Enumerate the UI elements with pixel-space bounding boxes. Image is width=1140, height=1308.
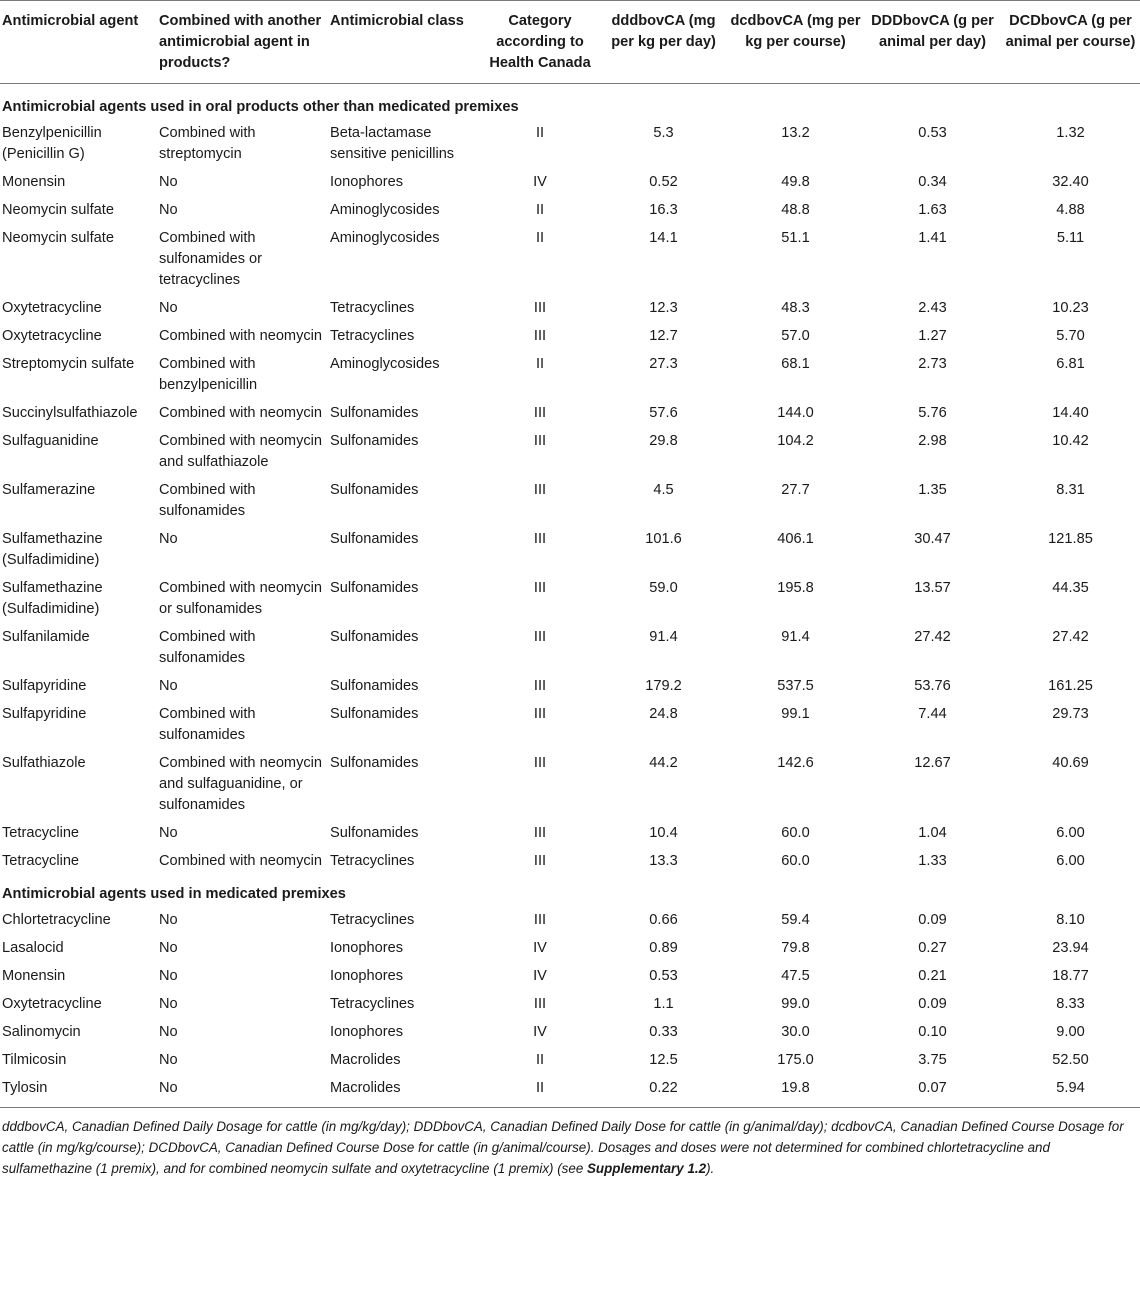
cell-DCDbovCA: 121.85 <box>1048 531 1093 547</box>
cell-DDDbovCA: 12.67 <box>914 755 951 771</box>
cell-class: Sulfonamides <box>330 531 419 547</box>
cell-combined: No <box>159 940 178 956</box>
cell-dddbovca: 5.3 <box>653 125 674 141</box>
cell-category: III <box>533 996 547 1012</box>
cell-class: Tetracyclines <box>330 328 415 344</box>
cell-dcdbovca: 537.5 <box>777 678 814 694</box>
cell-dddbovca: 29.8 <box>649 433 678 449</box>
cell-DDDbovCA: 1.63 <box>918 202 947 218</box>
cell-dddbovca: 24.8 <box>649 706 678 722</box>
table-row <box>0 401 1140 429</box>
cell-class: Sulfonamides <box>330 405 419 421</box>
cell-DDDbovCA: 1.04 <box>918 825 947 841</box>
cell-dcdbovca: 144.0 <box>777 405 814 421</box>
cell-agent: Sulfapyridine <box>2 678 87 694</box>
cell-dcdbovca: 79.8 <box>781 940 810 956</box>
cell-class: Ionophores <box>330 174 404 190</box>
cell-class: Aminoglycosides <box>330 356 440 372</box>
cell-DDDbovCA: 0.09 <box>918 996 947 1012</box>
table-row <box>0 849 1140 877</box>
cell-class: Tetracyclines <box>330 912 415 928</box>
table-row <box>0 121 1140 170</box>
cell-dcdbovca: 48.3 <box>781 300 810 316</box>
cell-agent: Streptomycin sulfate <box>2 356 135 372</box>
cell-category: IV <box>533 174 547 190</box>
cell-class: Sulfonamides <box>330 825 419 841</box>
cell-DCDbovCA: 8.31 <box>1056 482 1085 498</box>
cell-category: II <box>480 1076 600 1108</box>
cell-combined: Combined with neomycin and sulfathiazole <box>159 433 323 470</box>
table-row <box>0 751 1140 821</box>
cell-DCDbovCA: 6.00 <box>1056 853 1085 869</box>
cell-agent: Monensin <box>2 174 66 190</box>
cell-DDDbovCA: 3.75 <box>918 1052 947 1068</box>
table-row <box>0 324 1140 352</box>
cell-dddbovca: 0.66 <box>649 912 678 928</box>
cell-category: III <box>533 706 547 722</box>
table-row <box>0 821 1140 849</box>
cell-combined: Combined with neomycin or sulfonamides <box>159 580 323 617</box>
cell-agent: Neomycin sulfate <box>2 202 114 218</box>
cell-category: III <box>533 482 547 498</box>
cell-agent: Oxytetracycline <box>2 328 102 344</box>
cell-combined: No <box>159 300 178 316</box>
cell-category: II <box>535 1052 545 1068</box>
cell-class: Aminoglycosides <box>330 202 440 218</box>
cell-agent: Tetracycline <box>2 825 80 841</box>
cell-category: II <box>535 125 545 141</box>
cell-dcdbovca: 68.1 <box>781 356 810 372</box>
cell-combined: No <box>159 996 178 1012</box>
table-row <box>0 936 1140 964</box>
cell-DDDbovCA: 30.47 <box>914 531 951 547</box>
cell-category: IV <box>533 940 547 956</box>
cell-combined: No <box>157 1076 328 1108</box>
cell-combined: Combined with sulfonamides <box>159 629 256 666</box>
cell-class: Sulfonamides <box>330 706 419 722</box>
cell-agent: Salinomycin <box>2 1024 81 1040</box>
cell-dddbovca: 14.1 <box>649 230 678 246</box>
header-category: Category according to Health Canada <box>480 1 600 84</box>
cell-class: Sulfonamides <box>330 678 419 694</box>
cell-combined: No <box>159 825 178 841</box>
cell-dddbovca: 13.3 <box>649 853 678 869</box>
cell-class: Ionophores <box>330 968 404 984</box>
cell-combined: No <box>159 912 178 928</box>
cell-category: III <box>533 678 547 694</box>
cell-DDDbovCA: 1.35 <box>918 482 947 498</box>
cell-DCDbovCA: 44.35 <box>1052 580 1089 596</box>
cell-dcdbovca: 60.0 <box>781 825 810 841</box>
header-dcdbovca: dcdbovCA (mg per kg per course) <box>727 1 864 84</box>
cell-dddbovca: 12.5 <box>649 1052 678 1068</box>
section-row <box>0 877 1140 908</box>
table-row <box>0 296 1140 324</box>
table-footnote <box>0 1108 1140 1179</box>
footnote-tail: ). <box>706 1161 715 1176</box>
cell-class: Sulfonamides <box>330 755 419 771</box>
table-row <box>0 226 1140 296</box>
cell-agent: Oxytetracycline <box>2 996 102 1012</box>
cell-dcdbovca: 91.4 <box>781 629 810 645</box>
cell-DCDbovCA: 5.70 <box>1056 328 1085 344</box>
cell-DDDbovCA: 13.57 <box>914 580 951 596</box>
cell-DDDbovCA: 1.41 <box>918 230 947 246</box>
cell-category: III <box>533 405 547 421</box>
cell-class: Ionophores <box>330 1024 404 1040</box>
table-row <box>0 1076 1140 1108</box>
cell-combined: Combined with sulfonamides <box>159 706 256 743</box>
cell-dddbovca: 101.6 <box>645 531 682 547</box>
cell-DCDbovCA: 10.23 <box>1052 300 1089 316</box>
cell-dcdbovca: 57.0 <box>781 328 810 344</box>
cell-DCDbovCA: 161.25 <box>1048 678 1093 694</box>
cell-DDDbovCA: 0.21 <box>918 968 947 984</box>
cell-category: II <box>535 356 545 372</box>
cell-DDDbovCA: 0.34 <box>918 174 947 190</box>
cell-DCDbovCA: 40.69 <box>1052 755 1089 771</box>
table-row <box>0 576 1140 625</box>
cell-DCDbovCA: 4.88 <box>1056 202 1085 218</box>
cell-combined: No <box>159 202 178 218</box>
cell-dddbovca: 0.22 <box>600 1076 727 1108</box>
cell-dddbovca: 0.52 <box>649 174 678 190</box>
cell-category: III <box>533 300 547 316</box>
cell-class: Tetracyclines <box>330 300 415 316</box>
section-row <box>0 84 1140 122</box>
cell-class: Sulfonamides <box>330 482 419 498</box>
cell-DDDbovCA: 0.10 <box>918 1024 947 1040</box>
cell-dddbovca: 44.2 <box>649 755 678 771</box>
cell-DDDbovCA: 7.44 <box>918 706 947 722</box>
cell-dddbovca: 0.33 <box>649 1024 678 1040</box>
cell-DDDbovCA: 0.27 <box>918 940 947 956</box>
cell-category: III <box>533 328 547 344</box>
cell-dddbovca: 4.5 <box>653 482 674 498</box>
cell-category: IV <box>533 1024 547 1040</box>
table-row <box>0 908 1140 936</box>
cell-combined: Combined with neomycin <box>159 328 323 344</box>
cell-dddbovca: 0.89 <box>649 940 678 956</box>
cell-DCDbovCA: 18.77 <box>1052 968 1089 984</box>
table-row <box>0 352 1140 401</box>
cell-class: Sulfonamides <box>330 580 419 596</box>
cell-DDDbovCA: 1.27 <box>918 328 947 344</box>
cell-DCDbovCA: 23.94 <box>1052 940 1089 956</box>
cell-DDDbovCA: 0.53 <box>918 125 947 141</box>
cell-combined: Combined with neomycin and sulfaguanidine, or sulfonamides <box>159 755 323 813</box>
cell-DDDbovCA: 27.42 <box>914 629 951 645</box>
cell-dcdbovca: 60.0 <box>781 853 810 869</box>
cell-agent: Chlortetracycline <box>2 912 111 928</box>
cell-combined: Combined with sulfonamides or tetracyclines <box>159 230 263 288</box>
table-row <box>0 674 1140 702</box>
cell-DCDbovCA: 32.40 <box>1052 174 1089 190</box>
cell-DCDbovCA: 6.81 <box>1056 356 1085 372</box>
cell-dddbovca: 0.53 <box>649 968 678 984</box>
header-DCDbovCA: DCDbovCA (g per animal per course) <box>1001 1 1140 84</box>
cell-DCDbovCA: 52.50 <box>1052 1052 1089 1068</box>
table-row <box>0 527 1140 576</box>
cell-category: III <box>533 580 547 596</box>
cell-DDDbovCA: 0.09 <box>918 912 947 928</box>
cell-agent: Benzylpenicillin (Penicillin G) <box>2 125 102 162</box>
cell-DCDbovCA: 29.73 <box>1052 706 1089 722</box>
cell-dcdbovca: 13.2 <box>781 125 810 141</box>
table-row <box>0 625 1140 674</box>
cell-dddbovca: 1.1 <box>653 996 674 1012</box>
cell-class: Macrolides <box>330 1052 401 1068</box>
cell-agent: Sulfamerazine <box>2 482 96 498</box>
cell-combined: No <box>159 1052 178 1068</box>
cell-dcdbovca: 175.0 <box>777 1052 814 1068</box>
cell-dcdbovca: 30.0 <box>781 1024 810 1040</box>
cell-category: III <box>533 755 547 771</box>
footnote-supplementary-link[interactable]: Supplementary 1.2 <box>586 1161 707 1176</box>
section-title: Antimicrobial agents used in medicated premixes <box>2 886 346 902</box>
table-body <box>0 84 1140 1108</box>
table-row <box>0 702 1140 751</box>
cell-DDDbovCA: 0.07 <box>864 1076 1001 1108</box>
footnote-text: dddbovCA, Canadian Defined Daily Dosage for cattle (in mg/kg/day); DDDbovCA, Canadian Defined Daily Dose for cattle (in g/animal/day); dcdbovCA, Canadian Defined Course Dosage for cattle (in mg/kg/course); DCDbovCA, Canadian Defined Course Dose for cattle (in g/animal/course). Dosages and doses were not determined for combined chlortetracycline and sulfamethazine (1 premix), and for combined neomycin sulfate and oxytetracycline (1 premix) (see <box>2 1119 1124 1176</box>
table-row <box>0 170 1140 198</box>
cell-DCDbovCA: 9.00 <box>1056 1024 1085 1040</box>
cell-class: Sulfonamides <box>330 433 419 449</box>
cell-agent: Sulfanilamide <box>2 629 90 645</box>
cell-agent: Sulfamethazine (Sulfadimidine) <box>2 531 103 568</box>
cell-dcdbovca: 142.6 <box>777 755 814 771</box>
cell-dcdbovca: 99.1 <box>781 706 810 722</box>
cell-DCDbovCA: 8.10 <box>1056 912 1085 928</box>
cell-dcdbovca: 49.8 <box>781 174 810 190</box>
cell-category: III <box>533 853 547 869</box>
cell-combined: Combined with streptomycin <box>159 125 256 162</box>
cell-category: IV <box>533 968 547 984</box>
cell-DDDbovCA: 2.73 <box>918 356 947 372</box>
cell-DDDbovCA: 1.33 <box>918 853 947 869</box>
table-header <box>0 1 1140 84</box>
cell-category: III <box>533 912 547 928</box>
cell-agent: Sulfamethazine (Sulfadimidine) <box>2 580 103 617</box>
cell-dddbovca: 59.0 <box>649 580 678 596</box>
cell-DCDbovCA: 5.94 <box>1001 1076 1140 1108</box>
cell-dcdbovca: 27.7 <box>781 482 810 498</box>
cell-DDDbovCA: 2.43 <box>918 300 947 316</box>
cell-dcdbovca: 195.8 <box>777 580 814 596</box>
header-antimicrobial-agent: Antimicrobial agent <box>0 1 157 84</box>
header-combined: Combined with another antimicrobial agent in products? <box>157 1 328 84</box>
cell-class: Tetracyclines <box>330 853 415 869</box>
cell-dcdbovca: 59.4 <box>781 912 810 928</box>
cell-dcdbovca: 51.1 <box>781 230 810 246</box>
cell-DCDbovCA: 27.42 <box>1052 629 1089 645</box>
cell-class: Beta-lactamase sensitive penicillins <box>330 125 455 162</box>
cell-DDDbovCA: 5.76 <box>918 405 947 421</box>
table-row <box>0 429 1140 478</box>
cell-combined: No <box>159 968 178 984</box>
header-antimicrobial-class: Antimicrobial class <box>328 1 480 84</box>
table-row <box>0 1048 1140 1076</box>
section-title: Antimicrobial agents used in oral products other than medicated premixes <box>2 99 519 115</box>
cell-DDDbovCA: 53.76 <box>914 678 951 694</box>
cell-agent: Tylosin <box>0 1076 157 1108</box>
cell-agent: Tilmicosin <box>2 1052 67 1068</box>
cell-combined: Combined with benzylpenicillin <box>159 356 258 393</box>
table-row <box>0 478 1140 527</box>
cell-dcdbovca: 19.8 <box>727 1076 864 1108</box>
cell-class: Aminoglycosides <box>330 230 440 246</box>
cell-dddbovca: 12.7 <box>649 328 678 344</box>
cell-dcdbovca: 99.0 <box>781 996 810 1012</box>
cell-dddbovca: 16.3 <box>649 202 678 218</box>
cell-category: II <box>535 202 545 218</box>
cell-class: Tetracyclines <box>330 996 415 1012</box>
cell-category: III <box>533 433 547 449</box>
cell-combined: No <box>159 678 178 694</box>
header-dddbovca: dddbovCA (mg per kg per day) <box>600 1 727 84</box>
cell-agent: Succinylsulfathiazole <box>2 405 138 421</box>
cell-dcdbovca: 47.5 <box>781 968 810 984</box>
cell-dcdbovca: 48.8 <box>781 202 810 218</box>
cell-dcdbovca: 104.2 <box>777 433 814 449</box>
cell-class: Macrolides <box>328 1076 480 1108</box>
cell-DCDbovCA: 10.42 <box>1052 433 1089 449</box>
cell-category: III <box>533 531 547 547</box>
cell-category: III <box>533 629 547 645</box>
cell-dddbovca: 91.4 <box>649 629 678 645</box>
cell-dddbovca: 12.3 <box>649 300 678 316</box>
cell-dddbovca: 27.3 <box>649 356 678 372</box>
table-row <box>0 198 1140 226</box>
cell-category: II <box>535 230 545 246</box>
cell-DCDbovCA: 6.00 <box>1056 825 1085 841</box>
cell-DCDbovCA: 8.33 <box>1056 996 1085 1012</box>
cell-combined: Combined with neomycin <box>159 853 323 869</box>
table-row <box>0 992 1140 1020</box>
cell-combined: Combined with neomycin <box>159 405 323 421</box>
cell-DCDbovCA: 14.40 <box>1052 405 1089 421</box>
cell-agent: Sulfaguanidine <box>2 433 99 449</box>
cell-DDDbovCA: 2.98 <box>918 433 947 449</box>
cell-agent: Monensin <box>2 968 66 984</box>
cell-agent: Sulfathiazole <box>2 755 86 771</box>
cell-dddbovca: 179.2 <box>645 678 682 694</box>
cell-DCDbovCA: 1.32 <box>1056 125 1085 141</box>
cell-class: Sulfonamides <box>330 629 419 645</box>
cell-agent: Oxytetracycline <box>2 300 102 316</box>
cell-dddbovca: 10.4 <box>649 825 678 841</box>
cell-combined: No <box>159 174 178 190</box>
cell-agent: Lasalocid <box>2 940 64 956</box>
cell-dcdbovca: 406.1 <box>777 531 814 547</box>
cell-agent: Tetracycline <box>2 853 80 869</box>
cell-DCDbovCA: 5.11 <box>1056 230 1085 246</box>
cell-agent: Neomycin sulfate <box>2 230 114 246</box>
cell-agent: Sulfapyridine <box>2 706 87 722</box>
cell-combined: No <box>159 1024 178 1040</box>
cell-dddbovca: 57.6 <box>649 405 678 421</box>
table-row <box>0 964 1140 992</box>
cell-class: Ionophores <box>330 940 404 956</box>
cell-category: III <box>533 825 547 841</box>
table-row <box>0 1020 1140 1048</box>
cell-combined: Combined with sulfonamides <box>159 482 256 519</box>
cell-combined: No <box>159 531 178 547</box>
header-DDDbovCA: DDDbovCA (g per animal per day) <box>864 1 1001 84</box>
